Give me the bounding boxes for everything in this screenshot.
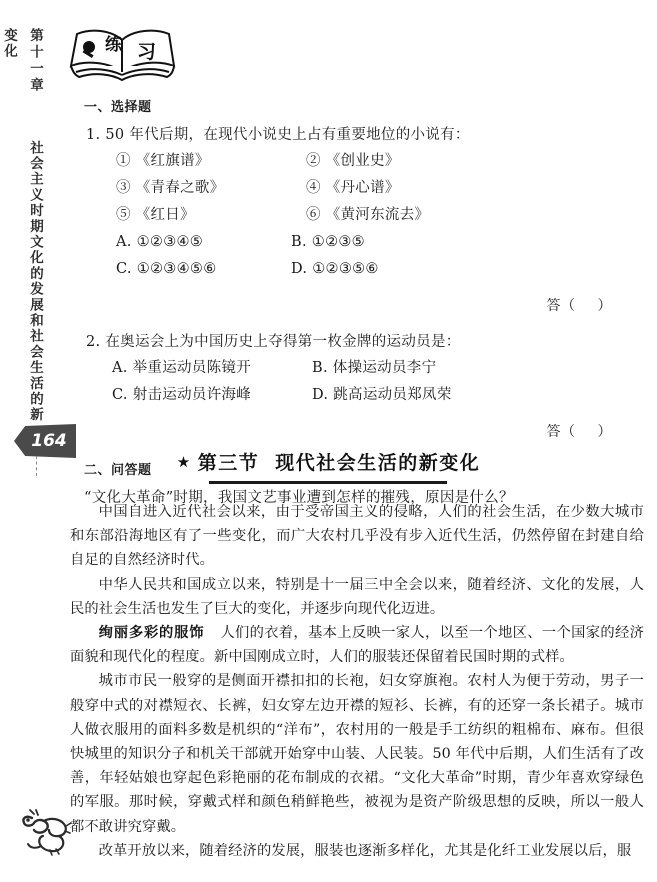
subheading-clothing: 绚丽多彩的服饰 — [98, 625, 205, 642]
question-1-choice-c[interactable]: C. ①②③④⑤⑥ — [116, 261, 217, 277]
question-1-item-3: ③ 《青春之歌》 — [116, 180, 225, 196]
question-2-answer-label: 答（ — [546, 424, 576, 440]
section-title-underline — [209, 481, 447, 484]
exercise-glyph-right: 习 — [137, 41, 157, 63]
question-2-choice-a[interactable]: A. 举重运动员陈镜开 — [112, 360, 251, 376]
page-number: 164 — [31, 431, 67, 451]
exercise-glyph-left: 练 — [105, 35, 122, 55]
paragraph-3-text: 人们的衣着，基本上反映一家人，以至一个地区、一个国家的经济面貌和现代化的程度。新中国刚成立时，人们的服装还保留着民国时期的式样。 — [70, 625, 644, 666]
question-1-items — [116, 148, 640, 229]
section-title — [177, 448, 480, 479]
question-1-choice-b[interactable]: B. ①②③⑤ — [291, 234, 365, 250]
paragraph-3 — [70, 621, 644, 669]
open-book-exercise-icon — [63, 22, 181, 90]
question-1-stem: 50 年代后期，在现代小说史上占有重要地位的小说有： — [105, 127, 470, 143]
section-title-text: 现代社会生活的新变化 — [275, 452, 481, 474]
question-1-item-6: ⑥ 《黄河东流去》 — [306, 207, 430, 223]
star-icon: ★ — [176, 453, 192, 471]
question-1-choices — [116, 229, 640, 283]
dragon-ornament-icon — [18, 806, 84, 860]
body-text — [70, 500, 644, 863]
paragraph-4: 城市市民一般穿的是侧面开襟扣扣的长袍，妇女穿旗袍。农村人为便于劳动，男子一般穿中式的对襟短衣、长裤，妇女穿左边开襟的短衫、长裤，有的还穿一条长裙子。城市人做衣服用的面料多数是机织的“洋布”，农村用的一般是手工纺织的粗棉布、麻布。但很快城里的知识分子和机关干部就开始穿中山装、人民装。50 年代中后期，人们生活有了改善，年轻姑娘也穿起色彩艳丽的花布制成的衣裙。“文化大革命”时期，青少年喜欢穿绿色的军服。那时候，穿戴式样和颜色稍鲜艳些，被视为是资产阶级思想的反映，所以一般人都不敢讲究穿戴。 — [70, 673, 644, 835]
question-1-choice-a[interactable]: A. ①②③④⑤ — [116, 234, 204, 250]
chapter-title: 社会主义时期文化的发展和社会生活的新变化 — [1, 28, 43, 424]
question-1-answer-blank[interactable] — [84, 295, 640, 315]
question-2 — [84, 329, 640, 355]
question-1-answer-label: 答（ — [546, 298, 576, 314]
question-2-choice-b[interactable]: B. 体操运动员李宁 — [312, 360, 437, 376]
paragraph-2: 中华人民共和国成立以来，特别是十一届三中全会以来，随着经济、文化的发展，人民的社会生活也发生了巨大的变化，并逐步向现代化迈进。 — [70, 576, 644, 617]
question-1-item-1: ① 《红旗谱》 — [116, 153, 210, 169]
question-2-choice-c[interactable]: C. 射击运动员许海峰 — [112, 387, 252, 403]
question-1 — [84, 122, 640, 148]
exercise-part-two-heading: 二、问答题 — [84, 463, 152, 478]
section-title-container — [0, 448, 657, 479]
chapter-side-band — [1, 28, 48, 428]
question-2-number: 2. — [86, 334, 101, 350]
question-2-stem: 在奥运会上为中国历史上夺得第一枚金牌的运动员是： — [105, 334, 461, 350]
question-1-item-2: ② 《创业史》 — [306, 153, 400, 169]
question-2-answer-close: ） — [597, 424, 612, 440]
question-1-item-5: ⑤ 《红日》 — [116, 207, 195, 223]
question-1-choice-d[interactable]: D. ①②③⑤⑥ — [291, 261, 379, 277]
question-1-number: 1. — [86, 127, 101, 143]
question-1-answer-close: ） — [597, 298, 612, 314]
exercise-part-one-heading: 一、选择题 — [84, 100, 152, 115]
question-2-answer-blank[interactable] — [84, 421, 640, 441]
section-number: 第三节 — [197, 452, 260, 474]
paragraph-5: 改革开放以来，随着经济的发展，服装也逐渐多样化，尤其是化纤工业发展以后，服 — [98, 842, 632, 859]
question-2-choices — [112, 355, 640, 409]
question-3: “文化大革命”时期，我国文艺事业遭到怎样的摧残，原因是什么？ — [84, 490, 514, 506]
question-2-choice-d[interactable]: D. 跳高运动员郑凤荣 — [312, 387, 452, 403]
question-1-item-4: ④ 《丹心谱》 — [306, 180, 400, 196]
chapter-number: 第十一章 — [27, 28, 43, 94]
paragraph-1: 中国自进入近代社会以来，由于受帝国主义的侵略，人们的社会生活，在少数大城市和东部沿海地区有了一些变化，而广大农村几乎没有步入近代生活，仍然停留在封建自给自足的自然经济时代。 — [70, 504, 644, 569]
